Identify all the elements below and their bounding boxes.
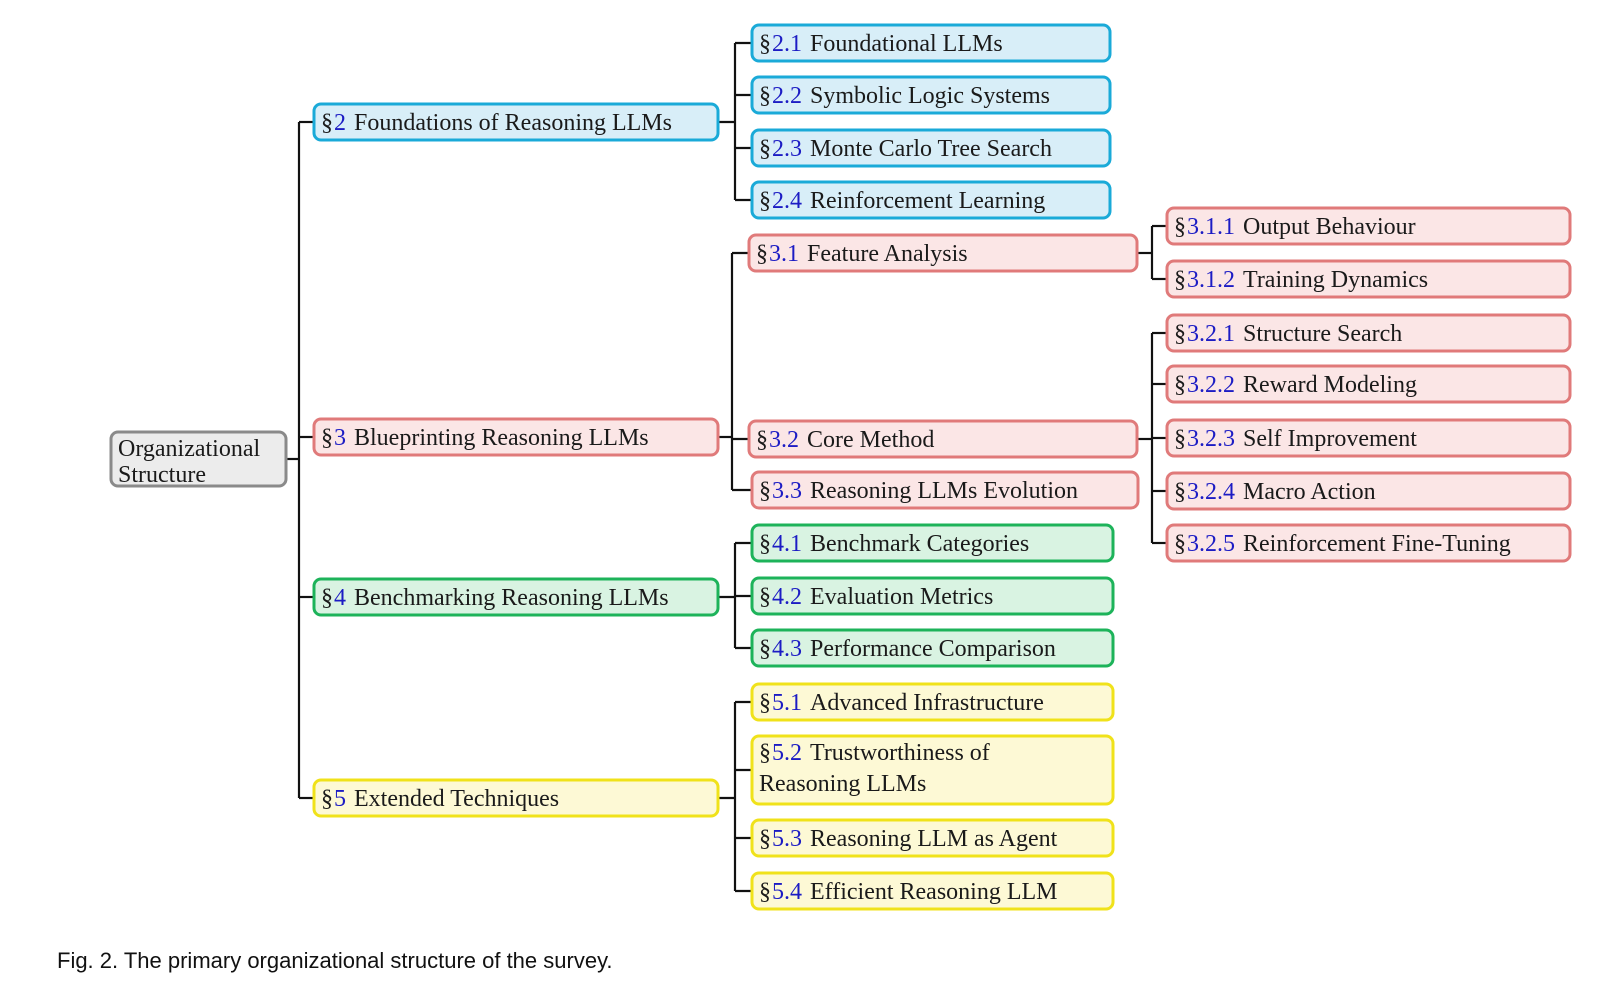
section-number: 4.2 [772,584,802,610]
section-symbol: § [759,636,771,662]
section-number: 3.1.1 [1187,214,1235,240]
node-label: Benchmark Categories [810,531,1030,557]
node-s3-3 [752,472,1138,508]
section-symbol: § [759,478,771,504]
node-s3-1 [749,235,1137,271]
section-number: 3 [334,425,346,451]
node-label: Efficient Reasoning LLM [810,879,1058,905]
section-symbol: § [756,241,768,267]
section-number: 5 [334,786,346,812]
node-label: Organizational [118,436,261,462]
node-s3 [314,419,718,455]
node-s5-3 [752,820,1113,856]
section-symbol: § [321,110,333,136]
node-label: Training Dynamics [1243,267,1429,293]
node-label: Blueprinting Reasoning LLMs [354,425,649,451]
node-s3-1-2 [1167,261,1570,297]
section-number: 2.4 [772,188,802,214]
section-symbol: § [759,826,771,852]
node-label: Symbolic Logic Systems [810,83,1050,109]
section-number: 3.3 [772,478,802,504]
node-label: Self Improvement [1243,426,1417,452]
node-label: Reward Modeling [1243,372,1417,398]
section-symbol: § [759,584,771,610]
node-s3-2-4 [1167,473,1570,509]
section-symbol: § [759,83,771,109]
section-number: 2.1 [772,31,802,57]
section-symbol: § [1174,426,1186,452]
node-label: Foundational LLMs [810,31,1003,57]
section-number: 3.2 [769,427,799,453]
section-number: 2.2 [772,83,802,109]
node-label: Advanced Infrastructure [810,690,1044,716]
node-root [111,432,286,488]
section-symbol: § [1174,214,1186,240]
section-symbol: § [321,786,333,812]
section-number: 4.1 [772,531,802,557]
section-number: 3.1.2 [1187,267,1235,293]
section-symbol: § [759,690,771,716]
section-number: 5.2 [772,740,802,766]
node-label: Core Method [807,427,935,453]
node-label: Reinforcement Fine-Tuning [1243,531,1511,557]
node-s4-2 [752,578,1113,614]
tree-nodes [111,25,1570,909]
node-label: Extended Techniques [354,786,560,812]
edge-s5 [718,702,752,891]
section-symbol: § [321,585,333,611]
section-number: 3.2.2 [1187,372,1235,398]
node-label: Output Behaviour [1243,214,1416,240]
section-symbol: § [759,531,771,557]
node-s2-3 [752,130,1110,166]
section-number: 2.3 [772,136,802,162]
node-label: Structure [118,462,206,488]
section-symbol: § [759,31,771,57]
node-s4-3 [752,630,1113,666]
node-label: Foundations of Reasoning LLMs [354,110,672,136]
node-s3-2-2 [1167,366,1570,402]
node-s2 [314,104,718,140]
node-label: Trustworthiness of [810,740,990,766]
node-label: Reinforcement Learning [810,188,1046,214]
section-number: 4.3 [772,636,802,662]
node-label: Performance Comparison [810,636,1056,662]
figure-caption: Fig. 2. The primary organizational structure of the survey. [57,948,613,973]
section-symbol: § [759,188,771,214]
section-number: 3.2.4 [1187,479,1235,505]
node-label: Structure Search [1243,321,1403,347]
node-label: Reasoning LLMs Evolution [810,478,1078,504]
section-symbol: § [1174,479,1186,505]
node-label: Evaluation Metrics [810,584,994,610]
section-symbol: § [1174,321,1186,347]
edge-s3 [718,253,752,490]
node-label-line2: Reasoning LLMs [759,771,927,797]
node-s3-2 [749,421,1137,457]
node-label: Feature Analysis [807,241,968,267]
section-symbol: § [759,879,771,905]
section-number: 5.4 [772,879,802,905]
node-s3-2-3 [1167,420,1570,456]
node-s4-1 [752,525,1113,561]
section-symbol: § [759,740,771,766]
edge-s2 [718,43,752,200]
section-symbol: § [1174,372,1186,398]
node-label: Benchmarking Reasoning LLMs [354,585,669,611]
node-label: Macro Action [1243,479,1376,505]
node-label: Reasoning LLM as Agent [810,826,1058,852]
section-symbol: § [1174,267,1186,293]
edge-root [286,122,314,798]
edge-s3-2 [1137,333,1167,543]
node-s5-2 [752,736,1113,804]
node-s2-2 [752,77,1110,113]
section-number: 3.2.3 [1187,426,1235,452]
section-symbol: § [759,136,771,162]
node-s5 [314,780,718,816]
edge-s4 [718,543,752,648]
node-s2-4 [752,182,1110,218]
node-s3-2-5 [1167,525,1570,561]
section-number: 5.3 [772,826,802,852]
section-number: 3.2.1 [1187,321,1235,347]
node-s3-1-1 [1167,208,1570,244]
section-number: 5.1 [772,690,802,716]
section-number: 3.1 [769,241,799,267]
section-number: 2 [334,110,346,136]
node-label: Monte Carlo Tree Search [810,136,1052,162]
section-number: 3.2.5 [1187,531,1235,557]
node-s3-2-1 [1167,315,1570,351]
node-s4 [314,579,718,615]
edge-s3-1 [1137,226,1167,279]
node-s5-4 [752,873,1113,909]
section-symbol: § [756,427,768,453]
node-s2-1 [752,25,1110,61]
section-symbol: § [321,425,333,451]
section-number: 4 [334,585,346,611]
node-s5-1 [752,684,1113,720]
section-symbol: § [1174,531,1186,557]
